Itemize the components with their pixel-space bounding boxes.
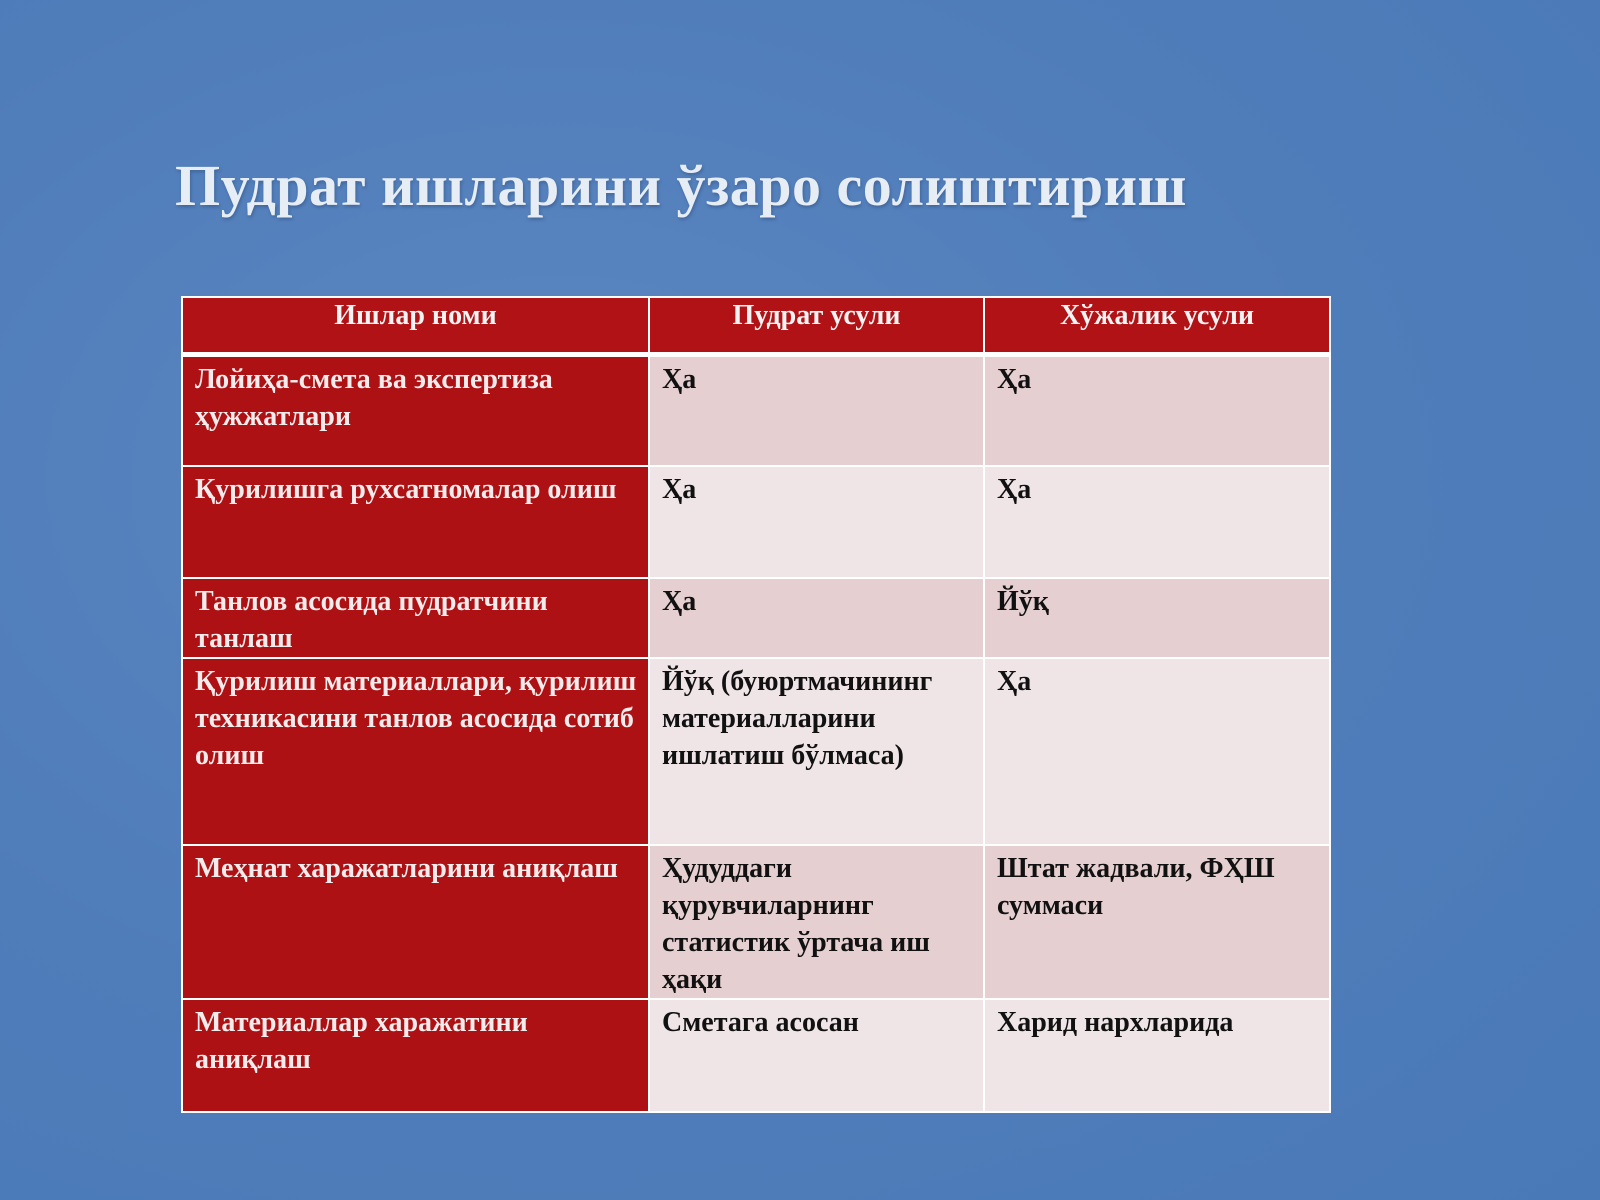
row-label-cell: Танлов асосида пудратчини танлаш bbox=[182, 578, 649, 658]
economic-method-cell: Ҳа bbox=[984, 658, 1330, 845]
contract-method-cell: Ҳа bbox=[649, 578, 984, 658]
table-row bbox=[182, 845, 1330, 999]
contract-method-cell: Ҳудуддаги қурувчиларнинг статистик ўртача иш ҳақи bbox=[649, 845, 984, 999]
economic-method-cell: Ҳа bbox=[984, 466, 1330, 578]
contract-method-cell: Йўқ (буюртмачининг материалларини ишлатиш бўлмаса) bbox=[649, 658, 984, 845]
slide-title: Пудрат ишларини ўзаро солиштириш bbox=[175, 153, 1187, 218]
column-header-work-name: Ишлар номи bbox=[182, 297, 649, 354]
table-header-row bbox=[182, 297, 1330, 354]
column-header-contract-method: Пудрат усули bbox=[649, 297, 984, 354]
contract-method-cell: Сметага асосан bbox=[649, 999, 984, 1112]
table-row bbox=[182, 354, 1330, 466]
table-row bbox=[182, 999, 1330, 1112]
economic-method-cell: Харид нархларида bbox=[984, 999, 1330, 1112]
economic-method-cell: Штат жадвали, ФҲШ суммаси bbox=[984, 845, 1330, 999]
table-row bbox=[182, 466, 1330, 578]
economic-method-cell: Ҳа bbox=[984, 354, 1330, 466]
table-row bbox=[182, 578, 1330, 658]
contract-method-cell: Ҳа bbox=[649, 354, 984, 466]
row-label-cell: Қурилишга рухсатномалар олиш bbox=[182, 466, 649, 578]
comparison-table-container bbox=[181, 296, 1329, 1113]
row-label-cell: Меҳнат харажатларини аниқлаш bbox=[182, 845, 649, 999]
column-header-economic-method: Хўжалик усули bbox=[984, 297, 1330, 354]
economic-method-cell: Йўқ bbox=[984, 578, 1330, 658]
comparison-table bbox=[181, 296, 1331, 1113]
row-label-cell: Қурилиш материаллари, қурилиш техникасини танлов асосида сотиб олиш bbox=[182, 658, 649, 845]
row-label-cell: Лойиҳа-смета ва экспертиза ҳужжатлари bbox=[182, 354, 649, 466]
table-row bbox=[182, 658, 1330, 845]
contract-method-cell: Ҳа bbox=[649, 466, 984, 578]
row-label-cell: Материаллар харажатини аниқлаш bbox=[182, 999, 649, 1112]
